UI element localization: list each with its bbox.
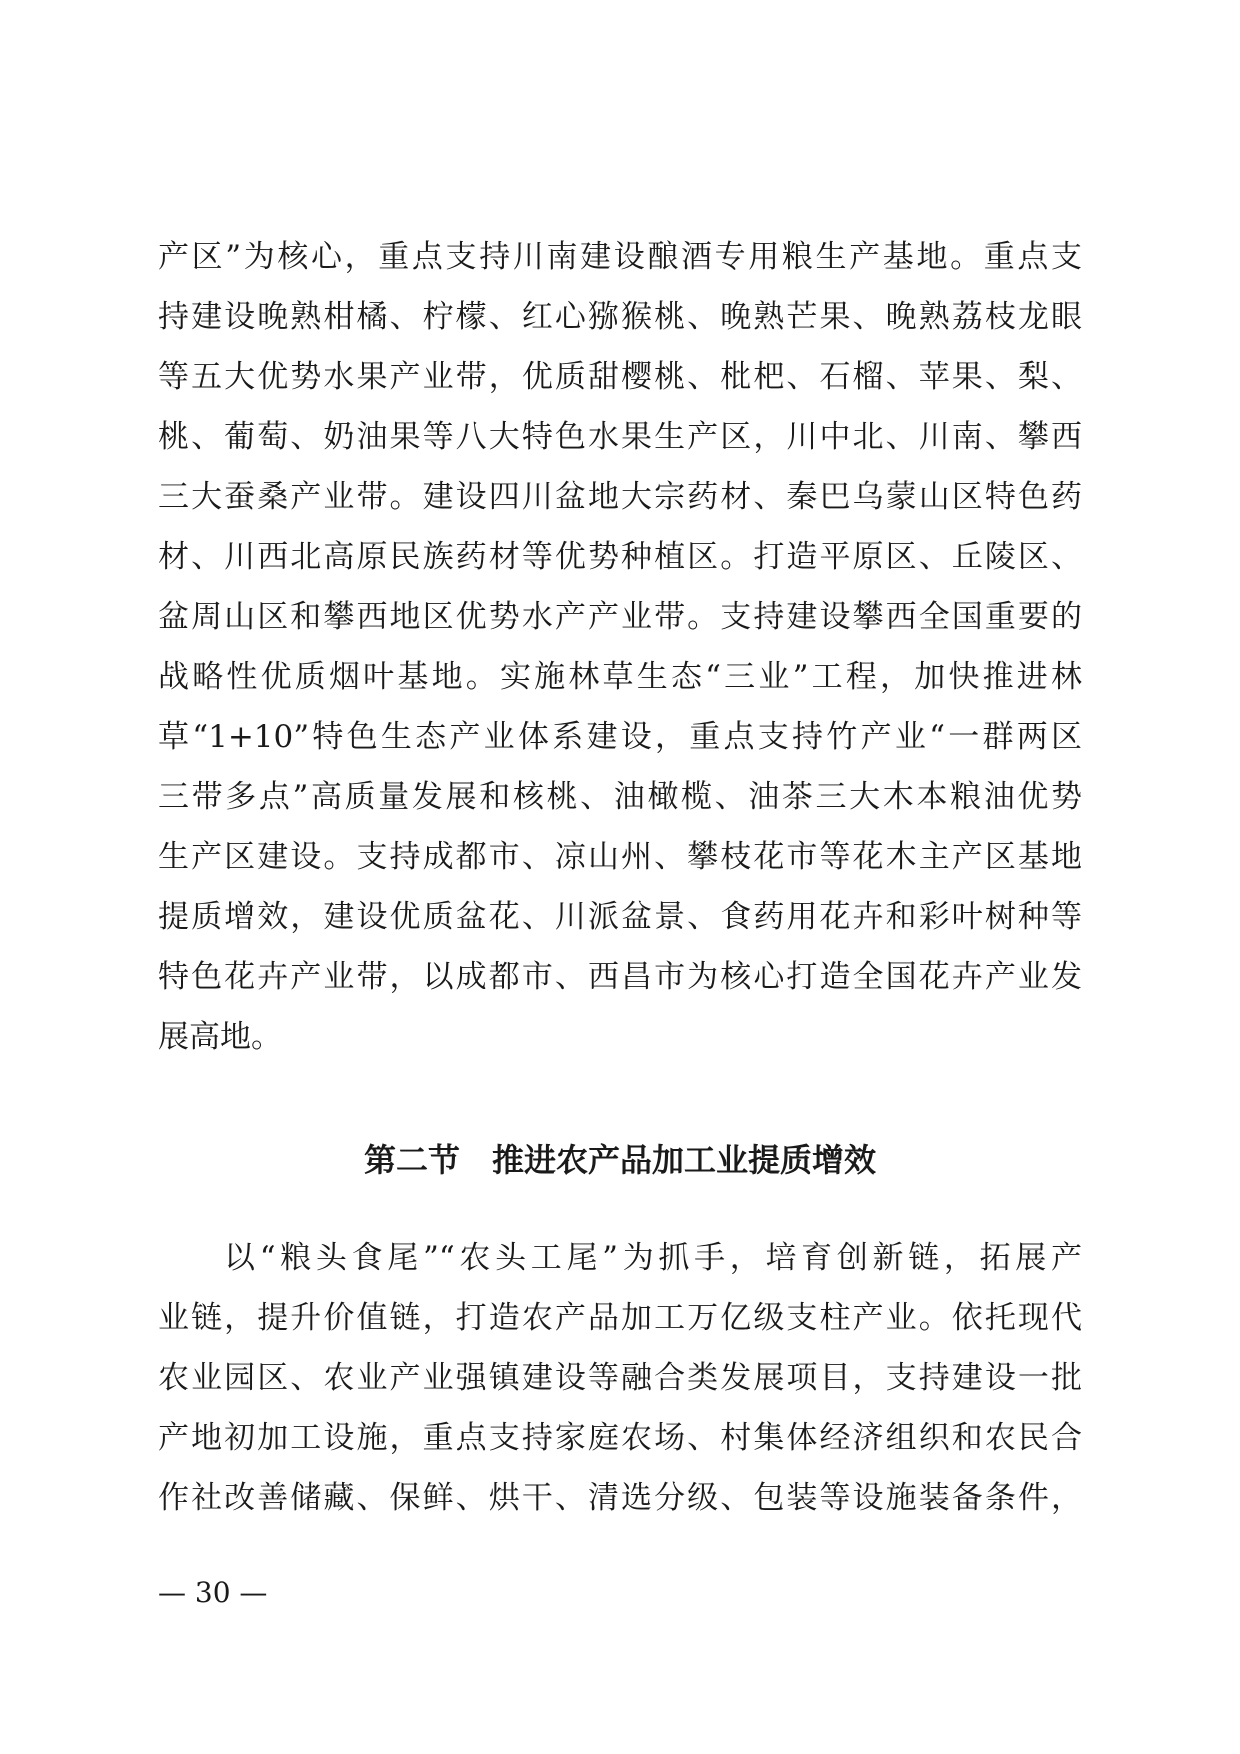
text-line: 展高地。 [158, 1019, 282, 1055]
text-line: 桃、葡萄、奶油果等八大特色水果生产区，川中北、川南、攀西 [158, 419, 1082, 455]
text-line: 作社改善储藏、保鲜、烘干、清选分级、包装等设施装备条件， [158, 1480, 1082, 1516]
text-line: 产区”为核心，重点支持川南建设酿酒专用粮生产基地。重点支 [158, 239, 1082, 275]
paragraph-processing-industry [158, 1228, 1082, 1528]
text-line: 三大蚕桑产业带。建设四川盆地大宗药材、秦巴乌蒙山区特色药 [158, 479, 1082, 515]
text-line: 战略性优质烟叶基地。实施林草生态“三业”工程，加快推进林 [158, 659, 1082, 695]
text-line: 提质增效，建设优质盆花、川派盆景、食药用花卉和彩叶树种等 [158, 899, 1082, 935]
text-line: 业链，提升价值链，打造农产品加工万亿级支柱产业。依托现代 [158, 1300, 1082, 1336]
text-line: 盆周山区和攀西地区优势水产产业带。支持建设攀西全国重要的 [158, 599, 1082, 635]
text-line: 以“粮头食尾”“农头工尾”为抓手，培育创新链，拓展产 [224, 1240, 1082, 1276]
text-line: 等五大优势水果产业带，优质甜樱桃、枇杷、石榴、苹果、梨、 [158, 359, 1082, 395]
paragraph-fruit-industry [158, 227, 1082, 1067]
text-line: 生产区建设。支持成都市、凉山州、攀枝花市等花木主产区基地 [158, 839, 1082, 875]
page-number: — 30 — [158, 1576, 268, 1609]
text-line: 持建设晚熟柑橘、柠檬、红心猕猴桃、晚熟芒果、晚熟荔枝龙眼 [158, 299, 1082, 335]
text-line: 三带多点”高质量发展和核桃、油橄榄、油茶三大木本粮油优势 [158, 779, 1082, 815]
text-line: 材、川西北高原民族药材等优势种植区。打造平原区、丘陵区、 [158, 539, 1082, 575]
text-line: 特色花卉产业带，以成都市、西昌市为核心打造全国花卉产业发 [158, 959, 1082, 995]
text-line: 农业园区、农业产业强镇建设等融合类发展项目，支持建设一批 [158, 1360, 1082, 1396]
section-heading: 第二节 推进农产品加工业提质增效 [363, 1141, 876, 1179]
text-line: 产地初加工设施，重点支持家庭农场、村集体经济组织和农民合 [158, 1420, 1082, 1456]
text-line: 草“1+10”特色生态产业体系建设，重点支持竹产业“一群两区 [158, 719, 1082, 755]
